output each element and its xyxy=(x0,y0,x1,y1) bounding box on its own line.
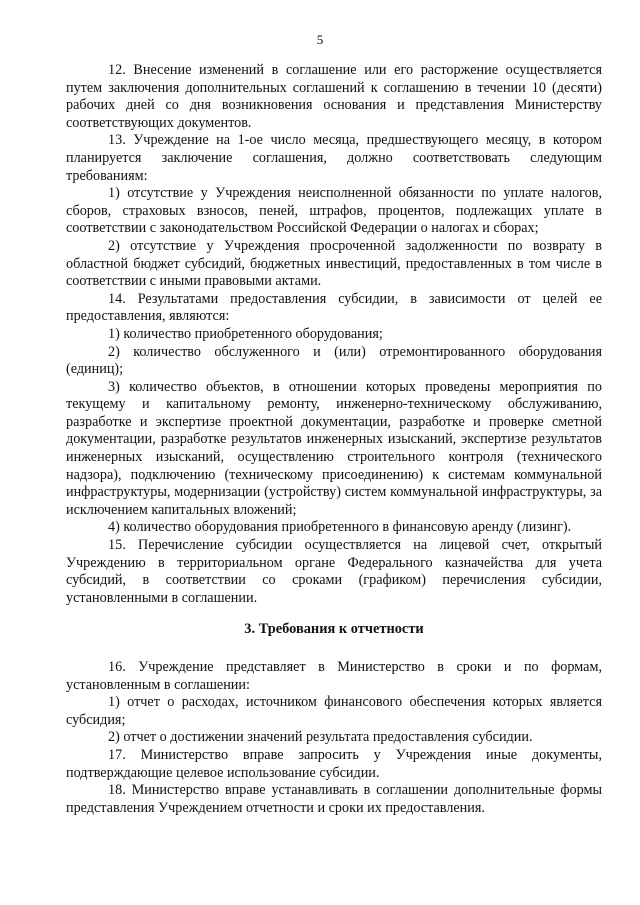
paragraph-16-item-2: 2) отчет о достижении значений результата предоставления субсидии. xyxy=(108,729,533,746)
paragraph-15: 15. Перечисление субсидии осуществляется на лицевой счет, открытый Учреждению в территориальном органе Федерального казначейства для учета субсидий, в соответствии со сроками (графиком) перечисления субсидии, установленными в соглашении. xyxy=(66,537,602,606)
paragraph-18: 18. Министерство вправе устанавливать в соглашении дополнительные формы представления Учреждением отчетности и сроки их предоставления. xyxy=(66,782,602,816)
paragraph-14-item-4: 4) количество оборудования приобретенного в финансовую аренду (лизинг). xyxy=(108,519,572,536)
paragraph-17: 17. Министерство вправе запросить у Учреждения иные документы, подтверждающие целевое использование субсидии. xyxy=(66,746,602,781)
document-body xyxy=(66,62,602,817)
paragraph-16: 16. Учреждение представляет в Министерство в сроки и по формам, установленным в соглашении: xyxy=(66,659,602,693)
paragraph-14-item-3: 3) количество объектов, в отношении которых проведены мероприятия по текущему и капитальному ремонту, инженерно-техническому обслуживанию, разработке и экспертизе проектной документации, разработке и проверке сметной документации, разработке результатов инженерных изысканий, экспертизе результатов инженерных изысканий, осуществлению строительного контроля (технического надзора), подключению (техническому присоединению) к системам коммунальной инфраструктуры, модернизации (устройству) систем коммунальной инфраструктуры, за исключением капитальных вложений; xyxy=(66,378,602,518)
paragraph-13-item-1: 1) отсутствие у Учреждения неисполненной обязанности по уплате налогов, сборов, страховых взносов, пеней, штрафов, процентов, подлежащих уплате в соответствии с законодательством Российской Федерации о налогах и сборах; xyxy=(66,185,602,237)
paragraph-14-item-1: 1) количество приобретенного оборудования; xyxy=(108,325,383,342)
paragraph-13-item-2: 2) отсутствие у Учреждения просроченной задолженности по возврату в областной бюджет субсидий, бюджетных инвестиций, предоставленных в том числе в соответствии с иными правовыми актами. xyxy=(66,237,602,290)
paragraph-13: 13. Учреждение на 1-ое число месяца, предшествующего месяцу, в котором планируется заключение соглашения, должно соответствовать следующим требованиям: xyxy=(66,132,602,184)
page-number: 5 xyxy=(316,32,324,47)
paragraph-14: 14. Результатами предоставления субсидии, в зависимости от целей ее предоставления, являются: xyxy=(66,290,602,325)
paragraph-12: 12. Внесение изменений в соглашение или его расторжение осуществляется путем заключения дополнительных соглашений к соглашению в течении 10 (десяти) рабочих дней со дня возникновения основания и представления Министерству соответствующих документов. xyxy=(66,62,602,131)
paragraph-14-item-2: 2) количество обслуженного и (или) отремонтированного оборудования (единиц); xyxy=(66,343,602,378)
paragraph-16-item-1: 1) отчет о расходах, источником финансового обеспечения которых является субсидия; xyxy=(66,694,602,728)
section-heading: 3. Требования к отчетности xyxy=(244,621,424,638)
